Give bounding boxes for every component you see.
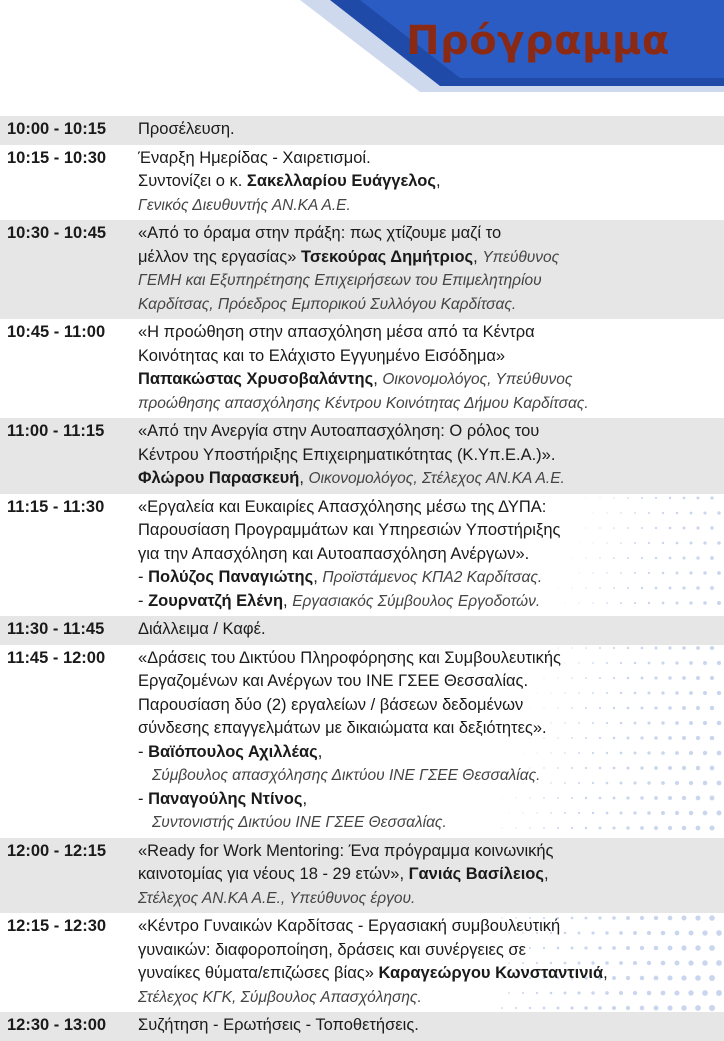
session-text: Εργαζομένων και Ανέργων του ΙΝΕ ΓΣΕΕ Θεσσαλίας. [138,672,529,690]
time-slot: 12:30 - 13:00 [7,1016,107,1034]
header-banner [0,0,724,110]
session-content [138,618,724,642]
time-slot: 10:45 - 11:00 [7,323,106,341]
session-text: Συζήτηση - Ερωτήσεις - Τοποθετήσεις. [138,1016,419,1034]
session-text: «Από το όραμα στην πράξη: πως χτίζουμε μαζί το [138,224,502,242]
speaker-role: Οικονομολόγος, Υπεύθυνος [382,371,573,388]
session-content [138,1014,724,1038]
session-text: γυναικών: διαφοροποίηση, δράσεις και συνέργειες σε [138,940,526,959]
speaker-name: Σακελλαρίου Ευάγγελος [246,172,436,190]
speaker-name: Τσεκούρας Δημήτριος [301,247,474,266]
program-row [0,145,724,221]
session-text: μέλλον της εργασίας» [138,247,297,266]
speaker-role: Οικονομολόγος, Στέλεχος ΑΝ.ΚΑ Α.Ε. [308,470,565,487]
speaker-role: Στέλεχος ΚΓΚ, Σύμβουλος Απασχόλησης. [138,988,422,1006]
session-content: «Ready for Work Mentoring: Ένα πρόγραμμα κοινωνικής καινοτομίας για νέους 18 - 29 ετών», Γανιάς Βασίλειος, Στέλεχος ΑΝ.ΚΑ Α.Ε., Υπεύθυνος έργου. [138,840,724,911]
session-content: «Από την Ανεργία στην Αυτοαπασχόληση: Ο ρόλος του Κέντρου Υποστήριξης Επιχειρηματικότητας (Κ.Υπ.Ε.Α.)». Φλώρου Παρασκευή, Οικονομολόγος, Στέλεχος ΑΝ.ΚΑ Α.Ε. [138,420,724,491]
speaker-role: Γενικός Διευθυντής ΑΝ.ΚΑ Α.Ε. [138,196,351,214]
session-text: καινοτομίας για νέους 18 - 29 ετών» [138,865,400,883]
session-content: Έναρξη Ημερίδας - Χαιρετισμοί. Συντονίζει ο κ. Σακελλαρίου Ευάγγελος, Γενικός Διευθυντής ΑΝ.ΚΑ Α.Ε. [138,147,724,218]
speaker-role: Υπεύθυνος [482,248,560,266]
session-content: «Εργαλεία και Ευκαιρίες Απασχόλησης μέσω της ΔΥΠΑ: Παρουσίαση Προγραμμάτων και Υπηρεσιών Υποστήριξης για την Απασχόληση και Αυτοαπασχόληση Ανέργων». - Πολύζος Παναγιώτης, Προϊστάμενος ΚΠΑ2 Καρδίτσας. - Ζουρνατζή Ελένη, Εργασιακός Σύμβουλος Εργοδοτών. [138,496,724,614]
speaker-role: προώθησης απασχόλησης Κέντρου Κοινότητας Δήμου Καρδίτσας. [138,394,589,412]
speaker-name: Γανιάς Βασίλειος [408,865,544,883]
session-content: «Κέντρο Γυναικών Καρδίτσας - Εργασιακή συμβουλευτική γυναικών: διαφοροποίηση, δράσεις και συνέργειες σε γυναίκες θύματα/επιζώσες βίας» Καραγεώργου Κωνσταντινιά, Στέλεχος ΚΓΚ, Σύμβουλος Απασχόλησης. [138,915,724,1009]
speaker-name: Βαϊόπουλος Αχιλλέας [148,742,318,761]
session-text: Κέντρου Υποστήριξης Επιχειρηματικότητας (Κ.Υπ.Ε.Α.)». [138,445,556,464]
speaker-role: Συντονιστής Δικτύου ΙΝΕ ΓΣΕΕ Θεσσαλίας. [152,814,447,831]
session-content [138,118,724,142]
program-row [0,220,724,319]
time-slot: 11:45 - 12:00 [7,648,106,667]
program-row [0,913,724,1012]
speaker-role: Σύμβουλος απασχόλησης Δικτύου ΙΝΕ ΓΣΕΕ Θεσσαλίας. [152,767,541,784]
speaker-role: Εργασιακός Σύμβουλος Εργοδοτών. [292,592,541,610]
session-text: σύνδεσης επαγγελμάτων με δικαιώματα και δεξιότητες». [138,719,547,737]
speaker-name: Παπακώστας Χρυσοβαλάντης [138,370,374,388]
program-row [0,1012,724,1041]
speaker-role: ΓΕΜΗ και Εξυπηρέτησης Επιχειρήσεων του Επιμελητηρίου [138,272,542,289]
page-title: Πρόγραμμα [406,18,670,64]
program-row [0,616,724,645]
session-text: Παρουσίαση δύο (2) εργαλείων / βάσεων δεδομένων [138,695,524,714]
session-text: Έναρξη Ημερίδας - Χαιρετισμοί. [138,148,371,167]
program-row [0,494,724,617]
program-row [0,418,724,494]
speaker-name: Φλώρου Παρασκευή [138,469,300,487]
session-text: Προσέλευση. [138,120,235,138]
session-text: «Εργαλεία και Ευκαιρίες Απασχόλησης μέσω της ΔΥΠΑ: [138,497,547,516]
speaker-name: Ζουρνατζή Ελένη [148,591,284,610]
session-content: «Δράσεις του Δικτύου Πληροφόρησης και Συμβουλευτικής Εργαζομένων και Ανέργων του ΙΝΕ ΓΣΕΕ Θεσσαλίας. Παρουσίαση δύο (2) εργαλείων / βάσεων δεδομένων σύνδεσης επαγγελμάτων με δικαιώματα και δεξιότητες». - Βαϊόπουλος Αχιλλέας, Σύμβουλος απασχόλησης Δικτύου ΙΝΕ ΓΣΕΕ Θεσσαλίας. - Παναγούλης Ντίνος, Συντονιστής Δικτύου ΙΝΕ ΓΣΕΕ Θεσσαλίας. [138,647,724,835]
time-slot: 10:30 - 10:45 [7,224,107,242]
session-content: «Η προώθηση στην απασχόληση μέσα από τα Κέντρα Κοινότητας και το Ελάχιστο Εγγυημένο Εισόδημα» Παπακώστας Χρυσοβαλάντης, Οικονομολόγος, Υπεύθυνος προώθησης απασχόλησης Κέντρου Κοινότητας Δήμου Καρδίτσας. [138,321,724,415]
time-slot: 10:00 - 10:15 [7,120,107,138]
session-text: «Ready for Work Mentoring: Ένα πρόγραμμα κοινωνικής [138,841,554,860]
program-table [0,116,724,1041]
program-row [0,319,724,418]
session-text: Συντονίζει ο κ. [138,172,243,190]
session-text: Κοινότητας και το Ελάχιστο Εγγυημένο Εισόδημα» [138,346,506,365]
speaker-role: Στέλεχος ΑΝ.ΚΑ Α.Ε., Υπεύθυνος έργου. [138,889,416,907]
time-slot: 10:15 - 10:30 [7,148,107,167]
session-text: «Η προώθηση στην απασχόληση μέσα από τα Κέντρα [138,323,535,341]
program-row [0,116,724,145]
time-slot: 12:00 - 12:15 [7,841,107,860]
time-slot: 11:15 - 11:30 [7,497,105,516]
speaker-role: Καρδίτσας, Πρόεδρος Εμπορικού Συλλόγου Καρδίτσας. [138,295,517,313]
program-row [0,645,724,838]
session-text: γυναίκες θύματα/επιζώσες βίας» [138,964,374,982]
speaker-name: Πολύζος Παναγιώτης [148,568,314,586]
program-row [0,838,724,914]
time-slot: 11:30 - 11:45 [7,620,105,638]
time-slot: 11:00 - 11:15 [7,422,105,440]
speaker-name: Παναγούλης Ντίνος [148,789,303,808]
speaker-role: Προϊστάμενος ΚΠΑ2 Καρδίτσας. [322,569,543,586]
session-text: Διάλλειμα / Καφέ. [138,620,266,638]
session-text: για την Απασχόληση και Αυτοαπασχόληση Ανέργων». [138,544,530,563]
session-content: «Από το όραμα στην πράξη: πως χτίζουμε μαζί το μέλλον της εργασίας» Τσεκούρας Δημήτριος, Υπεύθυνος ΓΕΜΗ και Εξυπηρέτησης Επιχειρήσεων του Επιμελητηρίου Καρδίτσας, Πρόεδρος Εμπορικού Συλλόγου Καρδίτσας. [138,222,724,316]
time-slot: 12:15 - 12:30 [7,917,107,935]
session-text: «Κέντρο Γυναικών Καρδίτσας - Εργασιακή συμβουλευτική [138,917,561,935]
session-text: «Δράσεις του Δικτύου Πληροφόρησης και Συμβουλευτικής [138,648,561,667]
session-text: Παρουσίαση Προγραμμάτων και Υπηρεσιών Υποστήριξης [138,521,561,539]
speaker-name: Καραγεώργου Κωνσταντινιά [378,964,604,982]
session-text: «Από την Ανεργία στην Αυτοαπασχόληση: Ο ρόλος του [138,422,540,440]
